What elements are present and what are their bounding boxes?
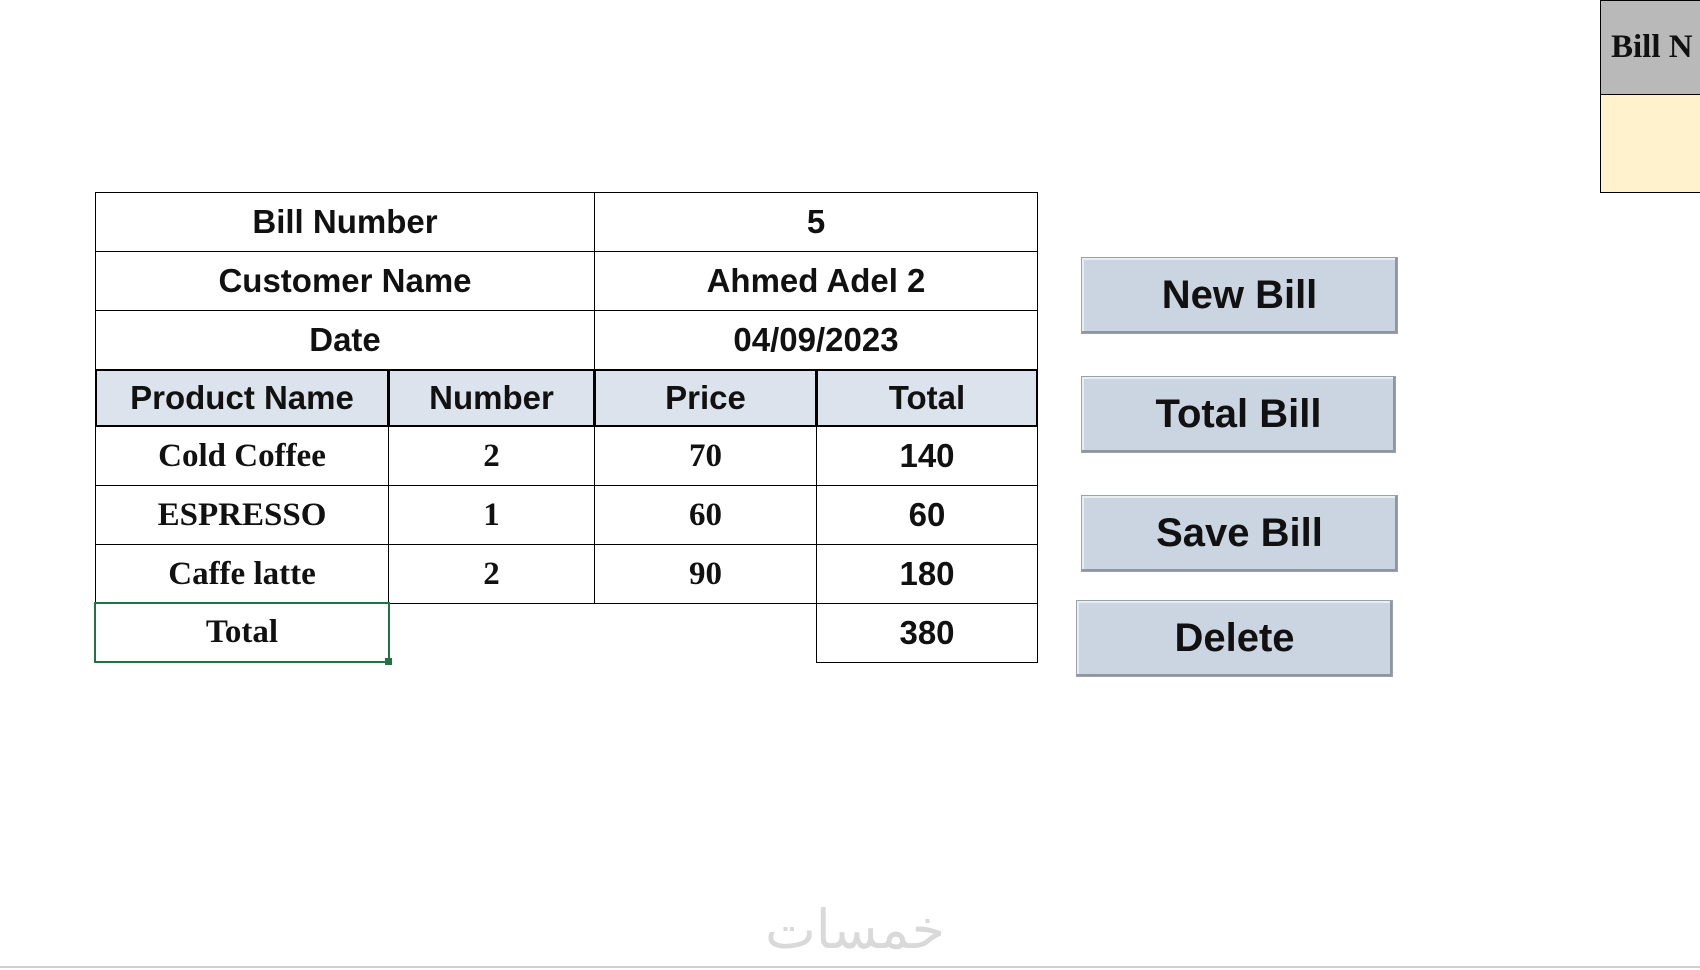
header-number[interactable]: Number (388, 369, 595, 427)
delete-button[interactable]: Delete (1076, 600, 1393, 677)
row3-price[interactable]: 90 (594, 544, 817, 604)
customer-name-label[interactable]: Customer Name (95, 251, 595, 311)
header-price[interactable]: Price (594, 369, 817, 427)
watermark-logo: خمسات (764, 898, 946, 961)
row1-price[interactable]: 70 (594, 426, 817, 486)
row2-number[interactable]: 1 (388, 485, 595, 545)
bill-number-value[interactable]: 5 (594, 192, 1038, 252)
bottom-divider (0, 966, 1700, 968)
row2-product[interactable]: ESPRESSO (95, 485, 389, 545)
header-product-name[interactable]: Product Name (95, 369, 389, 427)
row3-product[interactable]: Caffe latte (95, 544, 389, 604)
side-table-cell[interactable] (1600, 95, 1700, 193)
row2-total[interactable]: 60 (816, 485, 1038, 545)
total-bill-button[interactable]: Total Bill (1081, 376, 1396, 453)
bill-number-label[interactable]: Bill Number (95, 192, 595, 252)
date-value[interactable]: 04/09/2023 (594, 310, 1038, 370)
header-total[interactable]: Total (816, 369, 1038, 427)
side-table-header[interactable]: Bill N (1600, 0, 1700, 95)
date-label[interactable]: Date (95, 310, 595, 370)
row2-price[interactable]: 60 (594, 485, 817, 545)
save-bill-button[interactable]: Save Bill (1081, 495, 1398, 572)
customer-name-value[interactable]: Ahmed Adel 2 (594, 251, 1038, 311)
row3-total[interactable]: 180 (816, 544, 1038, 604)
row1-total[interactable]: 140 (816, 426, 1038, 486)
selection-fill-handle[interactable] (385, 658, 392, 665)
row3-number[interactable]: 2 (388, 544, 595, 604)
row1-product[interactable]: Cold Coffee (95, 426, 389, 486)
grand-total-value[interactable]: 380 (816, 603, 1038, 663)
new-bill-button[interactable]: New Bill (1081, 257, 1398, 334)
total-label-cell[interactable]: Total (94, 602, 390, 663)
row1-number[interactable]: 2 (388, 426, 595, 486)
